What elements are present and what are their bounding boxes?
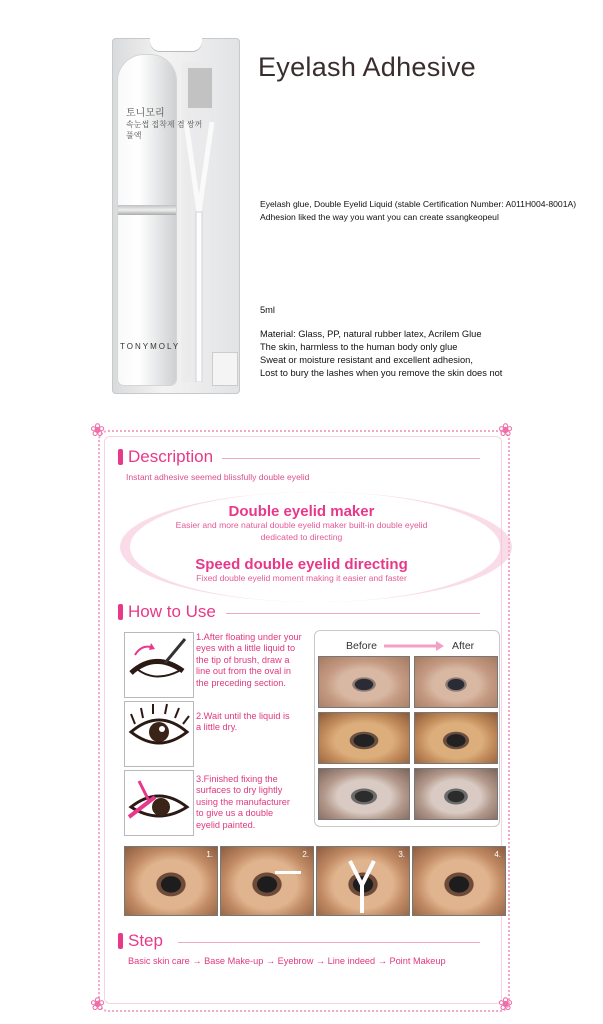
glue-tube [118, 55, 176, 385]
photo-number: 2. [302, 850, 309, 859]
after-label: After [452, 640, 475, 652]
section-marker [118, 604, 123, 620]
before-photo-2 [318, 712, 410, 764]
step-1-line: eyes with a little liquid to [196, 643, 296, 654]
after-photo-2 [414, 712, 498, 764]
detail-line-3: Lost to bury the lashes when you remove the skin does not [260, 368, 503, 378]
step-photo-1 [124, 846, 218, 916]
package-hang-tab [150, 38, 202, 52]
before-photo-1 [318, 656, 410, 708]
step-2-text [196, 711, 290, 734]
step-3-line: surfaces to dry lightly [196, 785, 283, 796]
detail-line-1: The skin, harmless to the human body only glue [260, 342, 458, 352]
step-1-illustration [124, 632, 194, 698]
after-photo-3 [414, 768, 498, 820]
description-heading: Description [128, 447, 214, 466]
page-title: Eyelash Adhesive [258, 52, 476, 82]
step-1-line: the preceding section. [196, 677, 286, 688]
package-label [126, 108, 206, 141]
step-2-line: 2.Wait until the liquid is [196, 711, 290, 721]
howto-heading: How to Use [128, 602, 216, 621]
material-text: Material: Glass, PP, natural rubber latex, Acrilem Glue [260, 329, 482, 339]
step-3-illustration [124, 770, 194, 836]
volume-text: 5ml [260, 305, 275, 315]
step-3-line: using the manufacturer [196, 796, 290, 807]
eye-brush-icon [125, 633, 193, 697]
arrow-right-icon [382, 640, 446, 652]
step-1-line: 1.After floating under your [196, 632, 302, 642]
photo-number: 3. [398, 850, 405, 859]
feature-1-line-2: dedicated to directing [260, 532, 343, 542]
section-divider [226, 613, 480, 614]
before-photo-3 [318, 768, 410, 820]
step-1-line: the tip of brush, draw a [196, 654, 290, 665]
description-subtext: Instant adhesive seemed blissfully double eyelid [126, 472, 310, 482]
step-2-illustration [124, 701, 194, 767]
feature-2-line-1: Fixed double eyelid moment making it easier and faster [196, 573, 407, 583]
package-korean-brand: 토니모리 [126, 108, 165, 119]
eye-stick-icon [125, 771, 193, 835]
section-marker [118, 449, 123, 465]
swirl-ornament-icon: ❀ [90, 994, 106, 1014]
before-label: Before [346, 640, 377, 652]
step-3-line: eyelid painted. [196, 819, 256, 830]
photo-number: 1. [206, 850, 213, 859]
swirl-ornament-icon: ❀ [498, 994, 514, 1014]
glue-tube-ring [118, 205, 176, 215]
step-photo-4 [412, 846, 506, 916]
description-line-1: Eyelash glue, Double Eyelid Liquid (stable Certification Number: A011H004-8001A) [260, 199, 577, 209]
step-3-line: 3.Finished fixing the [196, 774, 278, 784]
section-divider [222, 458, 480, 459]
step-2-line: a little dry. [196, 722, 238, 733]
package-brand-logo: TONYMOLY [120, 342, 181, 351]
step-1-line: line out from the oval in [196, 666, 291, 677]
step-3-text [196, 774, 290, 831]
after-photo-1 [414, 656, 498, 708]
section-marker [118, 933, 123, 949]
step-heading: Step [128, 931, 163, 950]
swirl-ornament-icon: ❀ [90, 420, 106, 440]
package-korean-desc: 속눈썹 접착제 겸 쌍꺼풀액 [126, 120, 203, 140]
feature-1-title: Double eyelid maker [228, 503, 375, 520]
photo-number: 4. [494, 850, 501, 859]
brush-stroke [275, 871, 301, 874]
package-sticker [212, 352, 238, 386]
swirl-ornament-icon: ❀ [498, 420, 514, 440]
feature-2-title: Speed double eyelid directing [195, 556, 408, 573]
step-photo-2 [220, 846, 314, 916]
detail-line-2: Sweat or moisture resistant and excellent adhesion, [260, 355, 473, 365]
step-flow-text: Basic skin care → Base Make-up → Eyebrow → Line indeed → Point Makeup [128, 956, 446, 966]
eye-icon [125, 702, 193, 766]
feature-1-line-1: Easier and more natural double eyelid maker built-in double eyelid [175, 520, 428, 530]
section-divider [178, 942, 480, 943]
description-line-2: Adhesion liked the way you want you can create ssangkeopeul [260, 212, 499, 222]
step-3-line: to give us a double [196, 808, 274, 819]
y-stick-icon [347, 859, 377, 913]
step-1-text [196, 632, 302, 689]
step-photo-3 [316, 846, 410, 916]
